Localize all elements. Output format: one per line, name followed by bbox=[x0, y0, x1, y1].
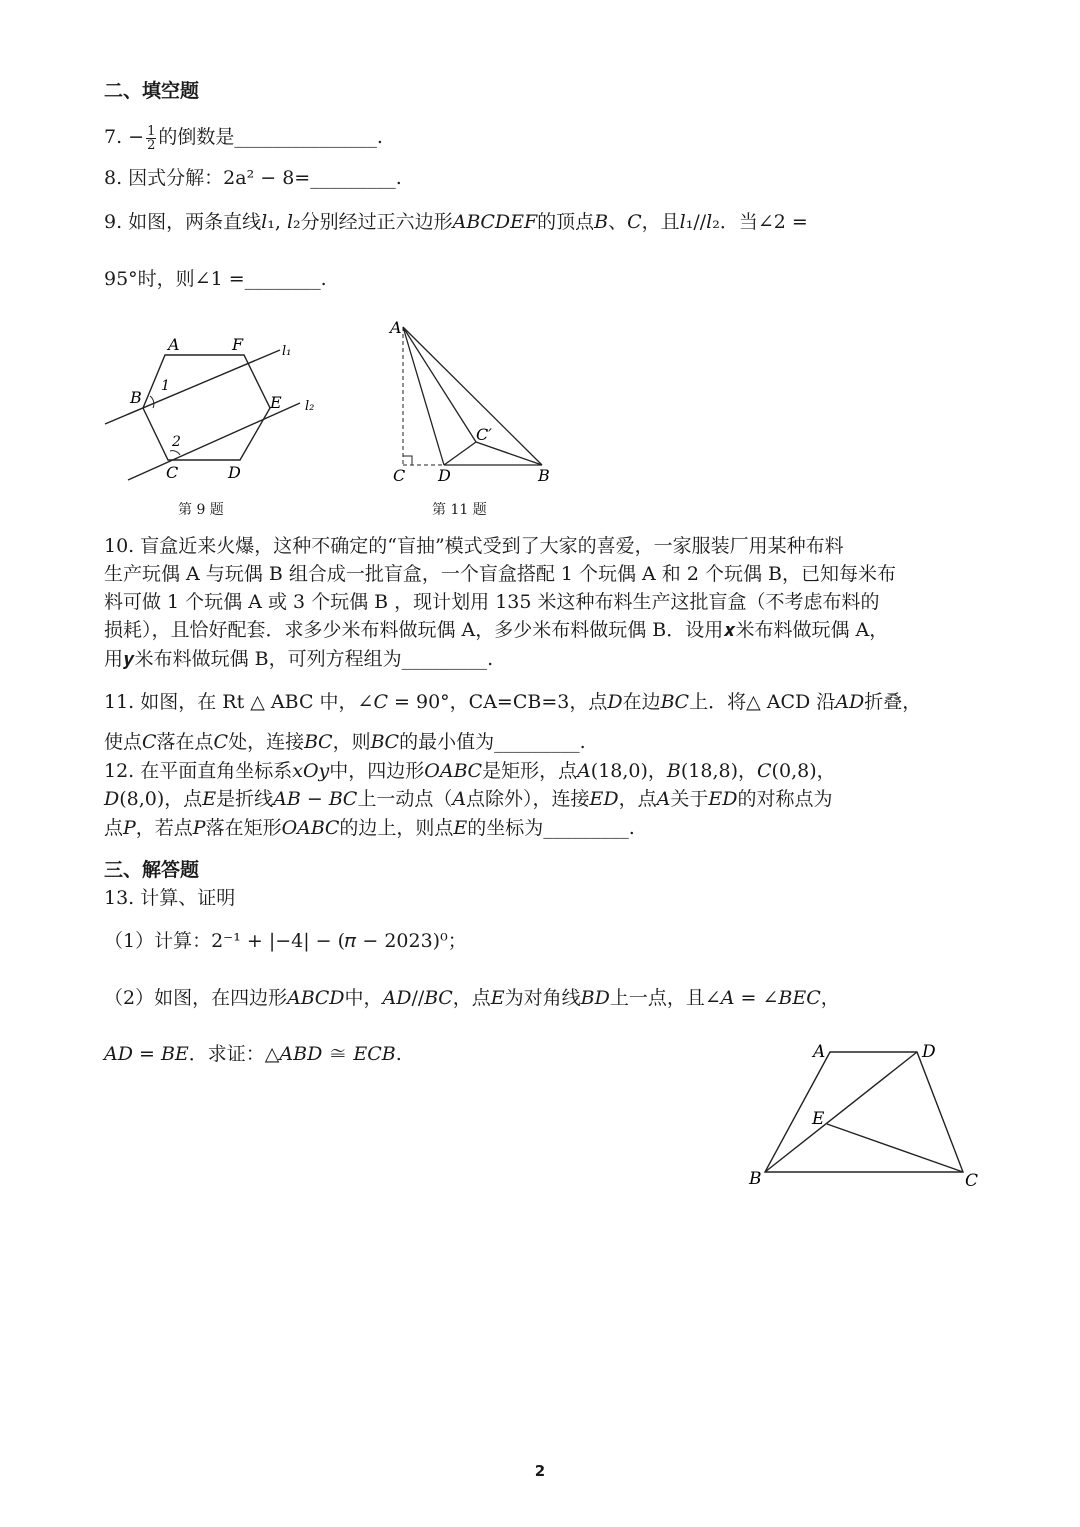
q7-frac-num: 1 bbox=[147, 123, 156, 139]
question-12-line-3: 点𝑃，若点𝑃落在矩形𝑂𝐴𝐵𝐶的边上，则点𝐸的坐标为_________. bbox=[104, 817, 635, 839]
segment-dc-prime bbox=[444, 442, 476, 465]
question-10-line-1: 10. 盲盒近来火爆，这种不确定的“盲抽”模式受到了大家的喜爱，一家服装厂用某种布料 bbox=[104, 535, 844, 557]
fig11-label-c: C bbox=[393, 466, 406, 485]
fig13-label-b: B bbox=[749, 1169, 762, 1189]
question-13-part-2-line-1: （2）如图，在四边形𝐴𝐵𝐶𝐷中，𝐴𝐷//𝐵𝐶，点𝐸为对角线𝐵𝐷上一点，且∠𝐴 = ∠𝐵𝐸𝐶， bbox=[104, 987, 840, 1009]
question-9-line-1: 9. 如图，两条直线𝑙₁, 𝑙₂分别经过正六边形𝐴𝐵𝐶𝐷𝐸𝐹的顶点𝐵、𝐶，且𝑙₁//𝑙₂．当∠2 = bbox=[104, 211, 808, 233]
fig9-label-a: A bbox=[168, 335, 180, 354]
question-10-line-2: 生产玩偶 A 与玩偶 B 组合成一批盲盒，一个盲盒搭配 1 个玩偶 A 和 2 个玩偶 B，已知每米布 bbox=[104, 563, 896, 585]
q7-prefix: 7. − bbox=[104, 126, 145, 148]
fig11-label-d: D bbox=[438, 466, 451, 485]
question-11-line-1: 11. 如图，在 Rt △ ABC 中，∠𝐶 = 90°，CA=CB=3，点𝐷在边𝐵𝐶上．将△ ACD 沿𝐴𝐷折叠， bbox=[104, 691, 922, 713]
figure-11-caption: 第 11 题 bbox=[432, 502, 487, 518]
fig13-label-d: D bbox=[922, 1042, 936, 1062]
fig11-label-b: B bbox=[538, 466, 550, 485]
q7-fraction bbox=[146, 125, 156, 152]
q7-frac-den: 2 bbox=[147, 137, 156, 153]
fig9-label-f: F bbox=[232, 335, 244, 354]
fig9-label-angle1: 1 bbox=[161, 378, 170, 394]
question-13-part-1: （1）计算：2⁻¹ + |−4| − (𝜋 − 2023)⁰； bbox=[104, 930, 467, 952]
fig9-label-c: C bbox=[166, 463, 179, 482]
section-3-title: 三、解答题 bbox=[104, 859, 200, 881]
angle-1-arc bbox=[150, 396, 154, 408]
fig9-label-e: E bbox=[270, 393, 282, 412]
q7-text: 的倒数是_______________. bbox=[158, 126, 383, 148]
figure-9-hexagon bbox=[100, 330, 330, 490]
segment-ec bbox=[827, 1124, 963, 1172]
question-12-line-2: 𝐷(8,0)，点𝐸是折线𝐴𝐵 − 𝐵𝐶上一动点（𝐴点除外），连接𝐸𝐷，点𝐴关于𝐸𝐷的对称点为 bbox=[104, 788, 833, 810]
question-10-line-5: 用𝒚米布料做玩偶 B，可列方程组为_________. bbox=[104, 648, 494, 670]
question-10-line-3: 料可做 1 个玩偶 A 或 3 个玩偶 B ，现计划用 135 米这种布料生产这批盲盒（不考虑布料的 bbox=[104, 591, 880, 613]
question-7 bbox=[104, 124, 383, 152]
right-angle-mark bbox=[403, 456, 412, 465]
page-number: 2 bbox=[534, 1462, 546, 1480]
fig9-label-angle2: 2 bbox=[172, 434, 181, 450]
figure-11-triangle bbox=[385, 315, 560, 490]
question-10-line-4: 损耗），且恰好配套．求多少米布料做玩偶 A，多少米布料做玩偶 B．设用𝒙米布料做玩偶 A， bbox=[104, 619, 889, 641]
question-13-part-2-line-2: 𝐴𝐷 = 𝐵𝐸．求证：△𝐴𝐵𝐷 ≅ 𝐸𝐶𝐵. bbox=[104, 1043, 402, 1065]
quadrilateral-abcd bbox=[765, 1052, 963, 1172]
segment-c-prime-b bbox=[476, 442, 542, 465]
fig13-label-c: C bbox=[965, 1171, 979, 1191]
section-2-title: 二、填空题 bbox=[104, 80, 200, 102]
question-8: 8. 因式分解：2a² − 8=_________. bbox=[104, 167, 402, 189]
question-12-line-1: 12. 在平面直角坐标系𝑥𝑂𝑦中，四边形𝑂𝐴𝐵𝐶是矩形，点𝐴(18,0)，𝐵(18,8)，𝐶(0,8)， bbox=[104, 760, 836, 782]
fig9-label-l2: l₂ bbox=[305, 399, 315, 414]
fig11-label-c-prime: C′ bbox=[476, 425, 492, 444]
question-9-line-2: 95°时，则∠1 =________. bbox=[104, 268, 327, 290]
fig9-label-d: D bbox=[228, 463, 241, 482]
line-l1 bbox=[105, 350, 280, 424]
fig13-label-e: E bbox=[812, 1109, 825, 1129]
line-l2 bbox=[128, 403, 300, 480]
figure-9-caption: 第 9 题 bbox=[178, 502, 224, 518]
question-13-title: 13. 计算、证明 bbox=[104, 887, 236, 909]
segment-ac-prime bbox=[403, 327, 476, 442]
fig13-label-a: A bbox=[813, 1042, 826, 1062]
fig9-label-b: B bbox=[130, 388, 142, 407]
question-11-line-2: 使点𝐶落在点𝐶处，连接𝐵𝐶，则𝐵𝐶的最小值为_________. bbox=[104, 731, 586, 753]
fig11-label-a: A bbox=[390, 318, 402, 337]
diagonal-bd bbox=[765, 1052, 917, 1172]
figure-13-quadrilateral bbox=[745, 1035, 985, 1195]
fig9-label-l1: l₁ bbox=[282, 344, 292, 359]
angle-2-arc bbox=[170, 451, 180, 455]
